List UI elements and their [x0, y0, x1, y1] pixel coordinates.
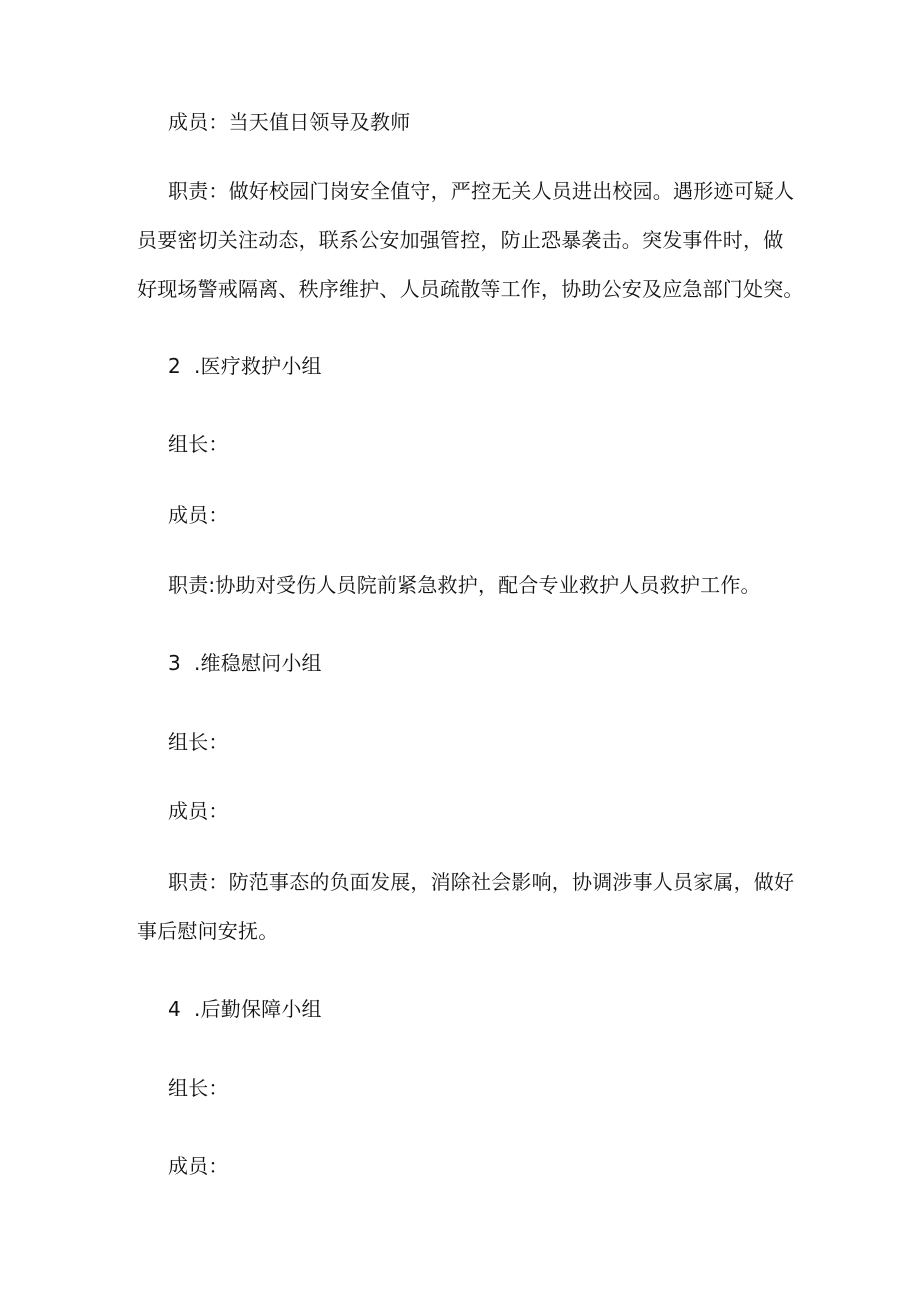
leader-line: 组长：: [168, 432, 229, 456]
members-line: 成员：当天值日领导及教师: [168, 110, 411, 134]
group-number: 4: [168, 997, 181, 1021]
group-heading-logistics: [168, 999, 322, 1019]
group-number: 2: [168, 354, 181, 378]
group-title: .医疗救护小组: [194, 354, 322, 378]
members-line: 成员：: [168, 503, 229, 527]
group-number: 3: [168, 651, 181, 675]
members-line: 成员：: [168, 799, 229, 823]
duty-paragraph-line-2: 事后慰问安抚。: [137, 919, 279, 943]
group-title: .后勤保障小组: [194, 997, 322, 1021]
leader-line: 组长：: [168, 730, 229, 754]
duty-paragraph-line-2: 员要密切关注动态，联系公安加强管控，防止恐暴袭击。突发事件时，做: [137, 228, 784, 252]
members-line: 成员：: [168, 1154, 229, 1178]
duty-paragraph-line-3: 好现场警戒隔离、秩序维护、人员疏散等工作，协助公安及应急部门处突。: [137, 277, 804, 301]
duty-paragraph-line-1: 职责：做好校园门岗安全值守，严控无关人员进出校园。遇形迹可疑人: [168, 179, 795, 203]
group-title: .维稳慰问小组: [194, 651, 322, 675]
group-heading-medical: [168, 356, 322, 376]
duty-line: 职责:协助对受伤人员院前紧急救护，配合专业救护人员救护工作。: [168, 573, 761, 597]
duty-paragraph-line-1: 职责：防范事态的负面发展，消除社会影响，协调涉事人员家属，做好: [168, 870, 795, 894]
group-heading-stability: [168, 653, 322, 673]
leader-line: 组长：: [168, 1076, 229, 1100]
